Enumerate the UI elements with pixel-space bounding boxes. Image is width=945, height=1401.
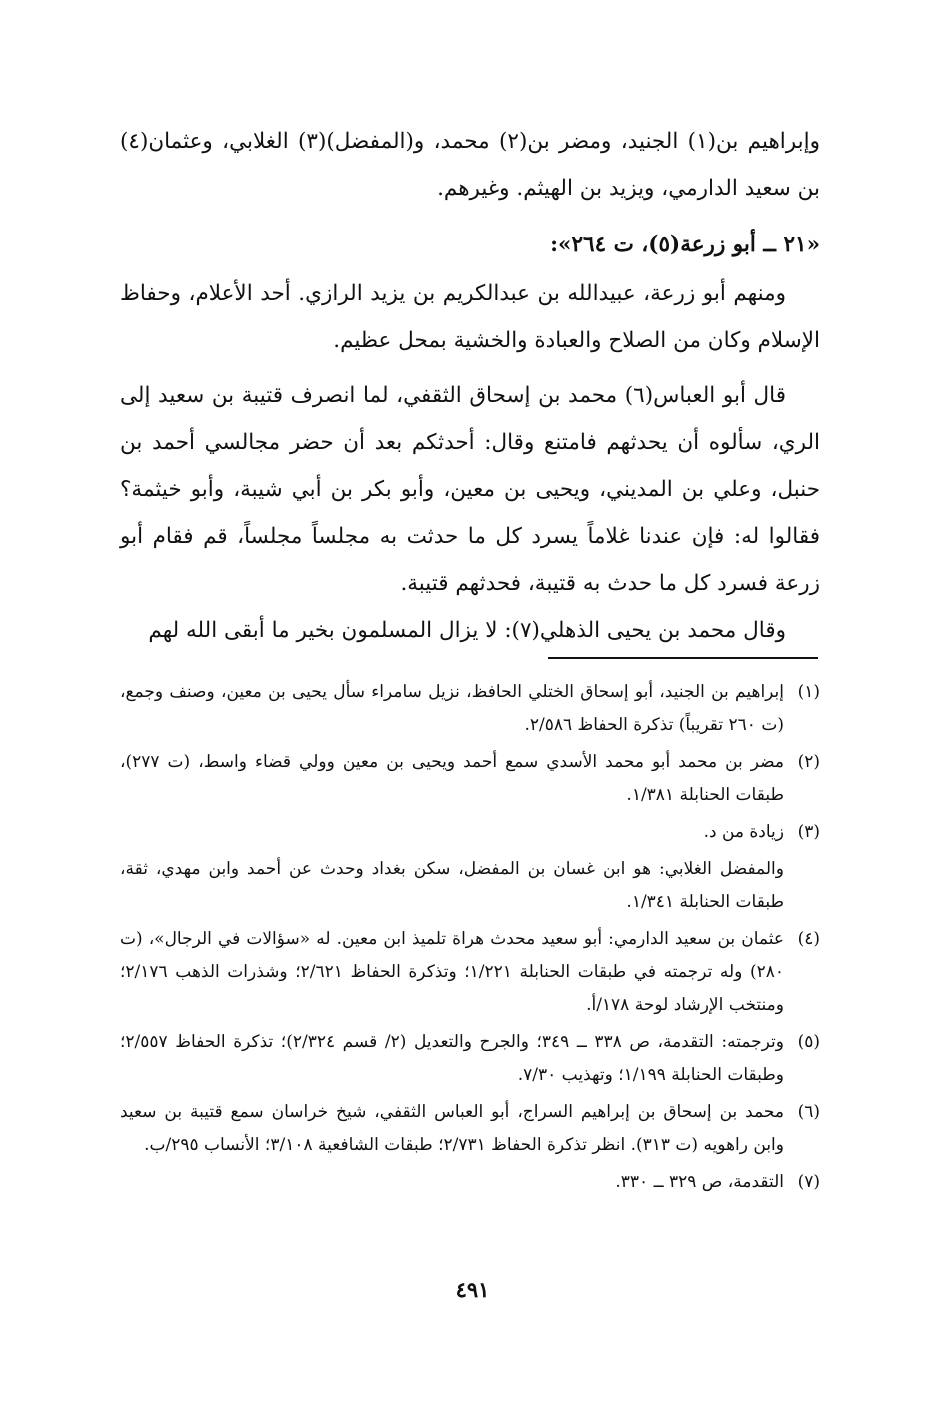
section-heading: «٢١ ــ أبو زرعة(٥)، ت ٢٦٤»: xyxy=(550,232,820,257)
footnote-5 xyxy=(120,1026,820,1092)
footnote-number: (١) xyxy=(797,682,820,702)
footnote-number: (٦) xyxy=(797,1102,820,1122)
footnote-3 xyxy=(120,816,820,849)
paragraph-2: ومنهم أبو زرعة، عبيدالله بن عبدالكريم بن يزيد الرازي. أحد الأعلام، وحفاظ الإسلام وكان من الصلاح والعبادة والخشية بمحل عظيم. xyxy=(120,281,820,353)
footnote-3-continuation: والمفضل الغلابي: هو ابن غسان بن المفضل، سكن بغداد وحدث عن أحمد وابن مهدي، ثقة، طبقات الحنابلة ١/٣٤١. xyxy=(120,859,784,912)
footnote-number: (٥) xyxy=(797,1032,820,1052)
footnote-number: (٤) xyxy=(797,929,820,949)
footnote-number: (٣) xyxy=(797,822,820,842)
footnote-separator xyxy=(548,657,818,659)
footnote-text: مضر بن محمد أبو محمد الأسدي سمع أحمد ويحيى بن معين وولي قضاء واسط، (ت ٢٧٧)، طبقات الحنابلة ١/٣٨١. xyxy=(120,752,784,805)
footnote-number: (٢) xyxy=(797,752,820,772)
main-text xyxy=(120,118,820,654)
footnote-text: التقدمة، ص ٣٢٩ ــ ٣٣٠. xyxy=(615,1172,784,1192)
footnote-text: عثمان بن سعيد الدارمي: أبو سعيد محدث هراة تلميذ ابن معين. له «سؤالات في الرجال»، (ت ٢٨٠) وله ترجمته في طبقات الحنابلة ١/٢٢١؛ وتذكرة الحفاظ ٢/٦٢١؛ وشذرات الذهب ٢/١٧٦؛ ومنتخب الإرشاد لوحة ١٧٨/أ. xyxy=(120,929,784,1015)
paragraph-1: وإبراهيم بن(١) الجنيد، ومضر بن(٢) محمد، و(المفضل)(٣) الغلابي، وعثمان(٤) بن سعيد الدارمي، ويزيد بن الهيثم. وغيرهم. xyxy=(120,129,820,201)
footnote-number: (٧) xyxy=(797,1172,820,1192)
paragraph-4: وقال محمد بن يحيى الذهلي(٧): لا يزال المسلمون بخير ما أبقى الله لهم xyxy=(148,618,786,643)
footnotes xyxy=(120,676,820,1203)
footnote-7 xyxy=(120,1166,820,1199)
footnote-6 xyxy=(120,1096,820,1162)
footnote-4 xyxy=(120,923,820,1022)
footnote-text: إبراهيم بن الجنيد، أبو إسحاق الختلي الحافظ، نزيل سامراء سأل يحيى بن معين، وصنف وجمع، (ت ٢٦٠ تقريباً) تذكرة الحفاظ ٢/٥٨٦. xyxy=(120,682,784,735)
footnote-text: محمد بن إسحاق بن إبراهيم السراج، أبو العباس الثقفي، شيخ خراسان سمع قتيبة بن سعيد وابن راهويه (ت ٣١٣). انظر تذكرة الحفاظ ٢/٧٣١؛ طبقات الشافعية ٣/١٠٨؛ الأنساب ٢٩٥/ب. xyxy=(120,1102,784,1155)
footnote-text: وترجمته: التقدمة، ص ٣٣٨ ــ ٣٤٩؛ والجرح والتعديل (٢/ قسم ٢/٣٢٤)؛ تذكرة الحفاظ ٢/٥٥٧؛ وطبقات الحنابلة ١/١٩٩؛ وتهذيب ٧/٣٠. xyxy=(120,1032,784,1085)
footnote-1 xyxy=(120,676,820,742)
footnote-text: زيادة من د. xyxy=(703,822,784,842)
footnote-2 xyxy=(120,746,820,812)
page-number: ٤٩١ xyxy=(455,1277,490,1302)
paragraph-3: قال أبو العباس(٦) محمد بن إسحاق الثقفي، لما انصرف قتيبة بن سعيد إلى الري، سألوه أن يحدثهم فامتنع وقال: أحدثكم بعد أن حضر مجالسي أحمد بن حنبل، وعلي بن المديني، ويحيى بن معين، وأبو بكر بن أبي شيبة، وأبو خيثمة؟ فقالوا له: فإن عندنا غلاماً يسرد كل ما حدثت به مجلساً مجلساً، قم فقام أبو زرعة فسرد كل ما حدث به قتيبة، فحدثهم قتيبة. xyxy=(120,383,820,596)
